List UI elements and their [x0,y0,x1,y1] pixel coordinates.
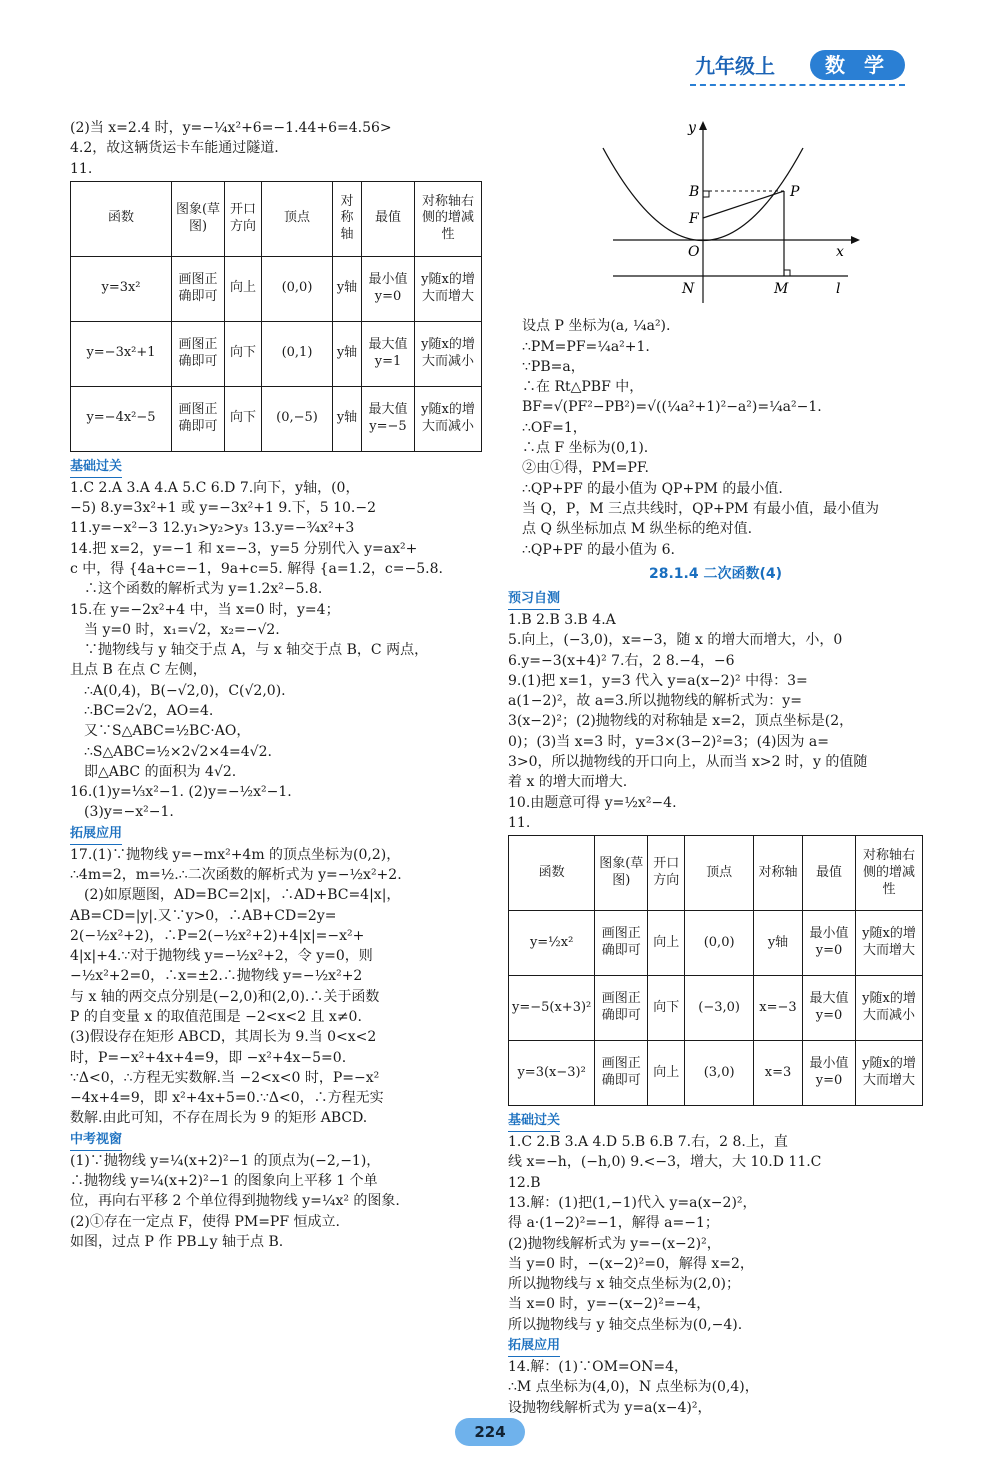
text-line: 当 y=0 时，x₁=√2，x₂=−√2. [84,621,280,638]
text-line: (2)如原题图，AD=BC=2|x|，∴AD+BC=4|x|， [84,887,401,904]
table-cell: 最大值y=1 [362,321,415,386]
text-line: 3>0，所以抛物线的开口向上，从而当 x>2 时，y 的值随 [508,754,868,771]
table-header: 对称轴 [333,181,362,256]
table-cell: (0,1) [262,321,333,386]
label-f: F [689,211,699,227]
right-angle-m [784,270,790,276]
subject-badge: 数 学 [810,50,905,80]
text-line: ∴QP+PF 的最小值为 QP+PM 的最小值. [522,480,783,497]
section-heading: 预习自测 [508,590,560,610]
label-p: P [790,184,800,200]
segment-pf [703,191,784,218]
page-number: 224 [455,1418,525,1446]
text-line: 数解.由此可知，不存在周长为 9 的矩形 ABCD. [70,1110,368,1127]
text-line: 如图，过点 P 作 PB⊥y 轴于点 B. [70,1233,284,1250]
table-header: 对称轴右侧的增减性 [415,181,482,256]
table-cell: y随x的增大而减小 [415,386,482,451]
answer-table-2 [508,835,923,1106]
table-cell: (0,0) [262,256,333,321]
parabola-figure [598,118,868,308]
text-line: (2)①存在一定点 F，使得 PM=PF 恒成立. [70,1213,340,1230]
table-cell: y=−5(x+3)² [509,976,595,1041]
text-line: 当 x=0 时，y=−(x−2)²=−4， [508,1296,711,1313]
text-line: ∵PB=a， [522,358,585,375]
text-line: (2)当 x=2.4 时，y=−¼x²+6=−1.44+6=4.56> [70,120,392,136]
text-line: 设抛物线解析式为 y=a(x−4)²， [508,1399,712,1416]
text-line: ∴QP+PF 的最小值为 6. [522,541,675,558]
text-line: AB=CD=|y|.又∵y>0，∴AB+CD=2y= [70,907,337,924]
label-y: y [688,120,696,136]
text-line: (3)y=−x²−1. [84,804,174,821]
table-cell: 向上 [648,911,685,976]
header-rule [690,84,905,86]
text-line: 设点 P 坐标为(a, ¼a²). [522,318,671,335]
table-header: 开口方向 [225,181,262,256]
text-line: ∴这个函数的解析式为 y=1.2x²−5.8. [84,581,323,598]
text-line: c 中，得 {4a+c=−1，9a+c=5. 解得 {a=1.2，c=−5.8. [70,560,443,577]
table-cell: 最小值y=0 [803,911,856,976]
table-cell: y轴 [754,911,803,976]
table-header: 最值 [803,836,856,911]
table-row [509,911,923,976]
section-heading: 拓展应用 [70,825,122,845]
text-line: 16.(1)y=⅓x²−1. (2)y=−½x²−1. [70,784,292,801]
text-line: 12.B [508,1174,541,1191]
table-header-row [509,836,923,911]
grade-label: 九年级上 [695,54,775,78]
text-line: 所以抛物线与 y 轴交点坐标为(0,−4). [508,1316,743,1333]
table-cell: 向下 [225,321,262,386]
table-cell: 画图正确即可 [595,911,648,976]
table-header: 函数 [509,836,595,911]
table-header: 图象(草图) [595,836,648,911]
table-cell: y轴 [333,386,362,451]
text-line: −4x+4=9，即 x²+4x+5=0.∵Δ<0，∴方程无实 [70,1090,384,1107]
text-line: 即△ABC 的面积为 4√2. [84,763,237,780]
table-cell: 画图正确即可 [172,386,225,451]
right-angle-b [703,191,709,197]
text-line: 5.向上，(−3,0)，x=−3，随 x 的增大而增大，小，0 [508,632,843,649]
text-line: 4|x|+4.∵对于抛物线 y=−½x²+2，令 y=0，则 [70,948,373,965]
table-cell: y=−4x²−5 [71,386,172,451]
text-line: ∵Δ<0，∴方程无实数解.当 −2<x<0 时，P=−x² [70,1069,380,1086]
text-line: 时，P=−x²+4x+4=9，即 −x²+4x−5=0. [70,1049,347,1066]
table-row [71,386,482,451]
text-line: 3(x−2)²；(2)抛物线的对称轴是 x=2，顶点坐标是(2， [508,713,854,730]
table-row [71,321,482,386]
table-cell: y随x的增大而减小 [415,321,482,386]
table-cell: 画图正确即可 [172,256,225,321]
table-header: 开口方向 [648,836,685,911]
section-heading: 基础过关 [508,1112,560,1132]
label-l: l [836,281,841,297]
table-cell: 最大值y=0 [803,976,856,1041]
text-line: 得 a·(1−2)²=−1，解得 a=−1； [508,1215,719,1232]
text-line: 14.把 x=2，y=−1 和 x=−3，y=5 分别代入 y=ax²+ [70,540,418,557]
table-header: 对称轴 [754,836,803,911]
section-heading: 拓展应用 [508,1337,560,1357]
table-header: 最值 [362,181,415,256]
table-cell: 最小值y=0 [803,1041,856,1106]
table-cell: 最大值y=−5 [362,386,415,451]
text-line: 14.解：(1)∵OM=ON=4， [508,1358,689,1375]
text-line: 1.C 2.A 3.A 4.A 5.C 6.D 7.向下，y轴，(0， [70,479,360,496]
text-line: 11. [70,160,93,177]
text-line: 11. [508,814,531,831]
section-title: 28.1.4 二次函数(4) [648,565,782,582]
text-line: ∴在 Rt△PBF 中， [522,379,644,396]
text-line: 0)；(3)当 x=3 时，y=3×(3−2)²=3；(4)因为 a= [508,733,829,750]
text-line: 1.C 2.B 3.A 4.D 5.B 6.B 7.右，2 8.上，直 [508,1134,788,1151]
table-cell: (3,0) [685,1041,754,1106]
text-line: BF=√(PF²−PB²)=√((¼a²+1)²−a²)=¼a²−1. [522,399,822,416]
text-line: (2)抛物线解析式为 y=−(x−2)²， [508,1235,721,1252]
label-m: M [774,281,789,297]
text-line: ②由①得，PM=PF. [522,460,649,477]
text-line: 1.B 2.B 3.B 4.A [508,612,616,628]
text-line: ∴A(0,4)，B(−√2,0)，C(√2,0). [84,682,286,699]
table-header: 对称轴右侧的增减性 [856,836,923,911]
text-line: P 的自变量 x 的取值范围是 −2<x<2 且 x≠0. [70,1009,362,1025]
text-line: ∴PM=PF=¼a²+1. [522,338,650,355]
label-o: O [688,244,700,260]
text-line: 15.在 y=−2x²+4 中，当 x=0 时，y=4； [70,601,340,618]
label-x: x [836,244,844,260]
table-cell: y=−3x²+1 [71,321,172,386]
table-cell: y随x的增大而增大 [856,1041,923,1106]
table-cell: y轴 [333,321,362,386]
text-line: 11.y=−x²−3 12.y₁>y₂>y₃ 13.y=−¾x²+3 [70,520,355,537]
table-header-row [71,181,482,256]
table-header: 图象(草图) [172,181,225,256]
text-line: 2(−½x²+2)，∴P=2(−½x²+2)+4|x|=−x²+ [70,927,365,944]
text-line: 与 x 轴的两交点分别是(−2,0)和(2,0).∴关于函数 [70,988,380,1005]
text-line: ∴OF=1， [522,419,587,436]
text-line: ∴点 F 坐标为(0,1). [522,440,649,457]
table-cell: y=½x² [509,911,595,976]
section-heading: 基础过关 [70,458,122,478]
text-line: 所以抛物线与 x 轴交点坐标为(2,0)； [508,1276,740,1293]
table-cell: 向上 [225,256,262,321]
text-line: ∴M 点坐标为(4,0)，N 点坐标为(0,4)， [508,1379,759,1396]
text-line: ∴S△ABC=½×2√2×4=4√2. [84,743,272,760]
left-column [70,118,482,1252]
y-arrow-icon [699,121,707,130]
table-cell: 最小值y=0 [362,256,415,321]
text-line: 当 y=0 时，−(x−2)²=0，解得 x=2， [508,1255,754,1272]
text-line: ∴4m=2，m=½.∴二次函数的解析式为 y=−½x²+2. [70,866,402,883]
table-cell: (−3,0) [685,976,754,1041]
table-cell: y随x的增大而增大 [415,256,482,321]
text-line: 位，再向右平移 2 个单位得到抛物线 y=¼x² 的图象. [70,1193,400,1210]
x-arrow-icon [851,236,860,244]
table-row [71,256,482,321]
table-row [509,1041,923,1106]
text-line: 点 Q 纵坐标加点 M 纵坐标的绝对值. [522,521,753,538]
text-line: (1)∵抛物线 y=¼(x+2)²−1 的顶点为(−2,−1)， [70,1152,381,1169]
label-b: B [689,184,700,200]
table-cell: 画图正确即可 [172,321,225,386]
table-header: 函数 [71,181,172,256]
table-cell: y=3(x−3)² [509,1041,595,1106]
table-cell: 向下 [225,386,262,451]
text-line: 线 x=−h，(−h,0) 9.<−3，增大，大 10.D 11.C [508,1154,822,1171]
table-cell: 向下 [648,976,685,1041]
text-line: 4.2，故这辆货运卡车能通过隧道. [70,140,279,157]
text-line: 9.(1)把 x=1，y=3 代入 y=a(x−2)² 中得：3= [508,672,808,689]
text-line: 着 x 的增大而增大. [508,774,628,791]
table-row [509,976,923,1041]
text-line: a(1−2)²，故 a=3.所以抛物线的解析式为：y= [508,693,802,710]
right-column [508,118,923,1418]
table-cell: 画图正确即可 [595,976,648,1041]
answer-table-1 [70,181,482,452]
label-n: N [682,281,695,297]
text-line: 且点 B 在点 C 左侧， [70,662,207,679]
table-cell: y=3x² [71,256,172,321]
table-cell: 向上 [648,1041,685,1106]
page-header [690,48,920,88]
table-cell: (0,0) [685,911,754,976]
text-line: 当 Q，P，M 三点共线时，QP+PM 有最小值，最小值为 [522,500,879,517]
table-cell: (0,−5) [262,386,333,451]
text-line: −5) 8.y=3x²+1 或 y=−3x²+1 9.下，5 10.−2 [70,500,376,517]
text-line: 13.解：(1)把(1,−1)代入 y=a(x−2)²， [508,1195,757,1211]
text-line: ∵抛物线与 y 轴交于点 A，与 x 轴交于点 B，C 两点， [84,642,429,659]
text-line: 6.y=−3(x+4)² 7.右，2 8.−4，−6 [508,652,735,669]
section-heading: 中考视窗 [70,1131,122,1151]
text-line: 10.由题意可得 y=½x²−4. [508,794,677,811]
table-cell: y轴 [333,256,362,321]
table-cell: x=−3 [754,976,803,1041]
table-cell: x=3 [754,1041,803,1106]
table-cell: y随x的增大而减小 [856,976,923,1041]
table-header: 顶点 [685,836,754,911]
text-line: 又∵S△ABC=½BC·AO， [84,723,251,740]
text-line: 17.(1)∵抛物线 y=−mx²+4m 的顶点坐标为(0,2)， [70,846,401,863]
text-line: −½x²+2=0，∴x=±2.∴抛物线 y=−½x²+2 [70,968,363,985]
table-cell: y随x的增大而增大 [856,911,923,976]
text-line: ∴抛物线 y=¼(x+2)²−1 的图象向上平移 1 个单 [70,1172,378,1189]
text-line: (3)假设存在矩形 ABCD，其周长为 9.当 0<x<2 [70,1029,377,1046]
table-header: 顶点 [262,181,333,256]
text-line: ∴BC=2√2，AO=4. [84,703,214,719]
table-cell: 画图正确即可 [595,1041,648,1106]
